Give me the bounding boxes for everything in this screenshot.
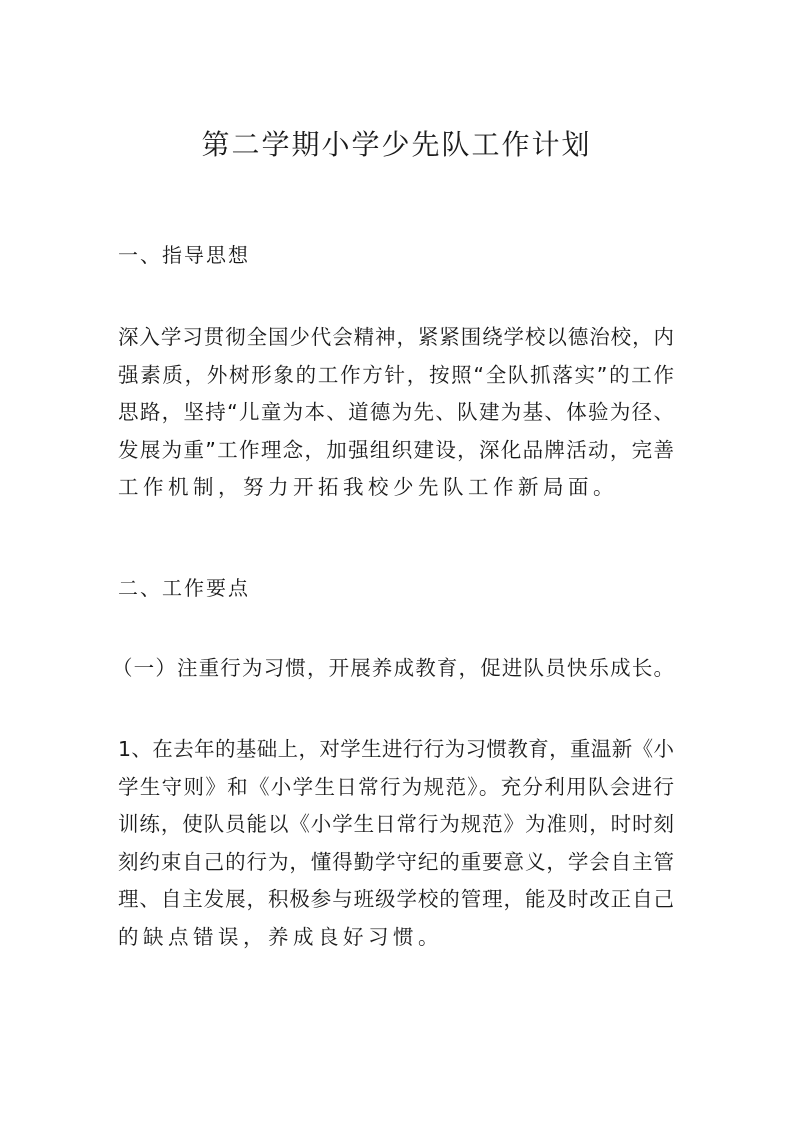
document-title: 第二学期小学少先队工作计划 (201, 128, 592, 161)
text-line: 理、自主发展，积极参与班级学校的管理，能及时改正自己 (118, 887, 674, 911)
text-line: 训练，使队员能以《小学生日常行为规范》为准则，时时刻 (118, 812, 674, 836)
text-line: 强素质，外树形象的工作方针，按照“全队抓落实”的工作 (118, 362, 674, 387)
text-line: 刻约束自己的行为，懂得勤学守纪的重要意义，学会自主管 (118, 849, 674, 874)
text-line: （一）注重行为习惯，开展养成教育，促进队员快乐成长。 (112, 656, 674, 680)
text-line: 发展为重”工作理念，加强组织建设，深化品牌活动，完善 (118, 437, 674, 462)
paragraph-item-1 (118, 731, 674, 956)
text-line: 工作机制，努力开拓我校少先队工作新局面。 (118, 475, 618, 499)
text-line: 的缺点错误，养成良好习惯。 (118, 924, 443, 949)
section-heading-work-points: 二、工作要点 (118, 576, 250, 600)
text-line: 学生守则》和《小学生日常行为规范》。充分利用队会进行 (118, 774, 674, 799)
text-line: 深入学习贯彻全国少代会精神，紧紧围绕学校以德治校，内 (118, 325, 674, 349)
subheading-habits (112, 650, 674, 688)
paragraph-guiding-ideology (118, 319, 674, 507)
section-heading-guiding-ideology: 一、指导思想 (118, 243, 250, 267)
text-line: 1、在去年的基础上，对学生进行行为习惯教育，重温新《小 (118, 737, 674, 761)
text-line: 思路，坚持“儿童为本、道德为先、队建为基、体验为径、 (118, 400, 674, 424)
